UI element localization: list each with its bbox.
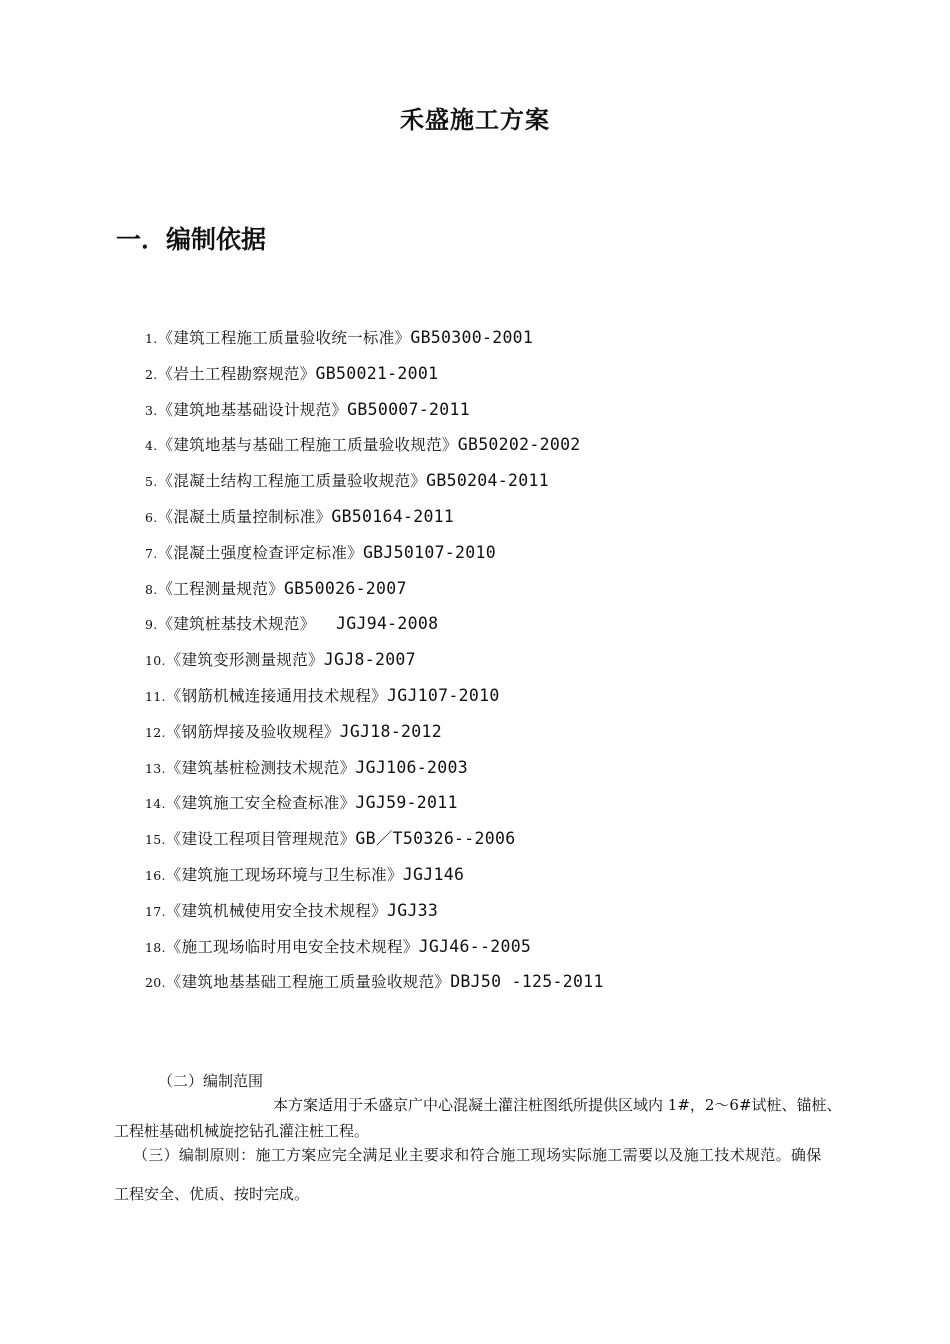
reference-item <box>145 648 604 684</box>
scope-text-line-2: 工程桩基础机械旋挖钻孔灌注桩工程。 <box>114 1122 370 1140</box>
reference-code: JGJ107-2010 <box>386 685 500 705</box>
reference-title: 《建筑机械使用安全技术规程》 <box>165 901 387 920</box>
reference-code: GBJ50107-2010 <box>362 542 496 562</box>
reference-code: JGJ94-2008 <box>315 614 439 634</box>
reference-number: 7. <box>145 545 158 561</box>
reference-number: 20. <box>145 975 166 991</box>
reference-title: 《工程测量规范》 <box>157 579 284 598</box>
reference-number: 14. <box>145 796 166 812</box>
reference-item <box>145 791 604 827</box>
reference-title: 《建筑工程施工质量验收统一标准》 <box>157 329 411 347</box>
reference-number: 8. <box>145 581 158 597</box>
reference-title: 《混凝土结构工程施工质量验收规范》 <box>157 472 427 491</box>
reference-title: 《钢筋焊接及验收规程》 <box>165 722 340 741</box>
reference-code: GB50007-2011 <box>347 399 470 419</box>
reference-number: 17. <box>145 903 166 919</box>
reference-code: JGJ146 <box>402 864 465 884</box>
reference-title: 《施工现场临时用电安全技术规程》 <box>165 937 419 956</box>
reference-number: 12. <box>145 724 166 740</box>
reference-title: 《建筑施工现场环境与卫生标准》 <box>165 865 403 884</box>
reference-number: 5. <box>145 474 158 490</box>
reference-item <box>145 935 604 971</box>
reference-code: GB50021-2001 <box>315 363 439 383</box>
reference-number: 6. <box>145 509 158 525</box>
document-title: 禾盛施工方案 <box>400 106 550 134</box>
reference-list <box>145 326 604 1006</box>
reference-title: 《建筑基桩检测技术规范》 <box>165 758 356 777</box>
reference-number: 2. <box>145 366 158 382</box>
reference-item <box>145 541 604 577</box>
reference-title: 《建筑地基与基础工程施工质量验收规范》 <box>157 436 458 455</box>
reference-title: 《建设工程项目管理规范》 <box>165 830 356 849</box>
reference-item <box>145 505 604 541</box>
reference-title: 《建筑施工安全检查标准》 <box>165 794 356 813</box>
reference-number: 18. <box>145 939 166 955</box>
reference-number: 15. <box>145 832 166 848</box>
scope-heading: （二）编制范围 <box>158 1072 264 1090</box>
reference-code: JGJ46--2005 <box>418 936 532 956</box>
reference-code: JGJ59-2011 <box>355 793 458 813</box>
reference-item <box>145 362 604 398</box>
reference-code: JGJ33 <box>386 900 439 920</box>
reference-title: 《建筑地基基础工程施工质量验收规范》 <box>165 973 451 992</box>
reference-code: JGJ8-2007 <box>323 650 416 670</box>
reference-code: GB50300-2001 <box>410 328 534 347</box>
reference-item <box>145 433 604 469</box>
reference-number: 11. <box>145 688 166 704</box>
reference-code: GB50164-2011 <box>331 506 455 526</box>
reference-number: 1. <box>145 331 158 346</box>
reference-code: GB50204-2011 <box>426 471 549 491</box>
reference-title: 《混凝土强度检查评定标准》 <box>157 543 363 562</box>
scope-text-line-1: 本方案适用于禾盛京广中心混凝土灌注桩图纸所提供区域内 1#，2～6#试桩、锚桩、 <box>273 1096 842 1114</box>
reference-number: 13. <box>145 760 166 776</box>
reference-title: 《岩土工程勘察规范》 <box>157 364 316 383</box>
reference-item <box>145 827 604 863</box>
reference-item <box>145 326 604 362</box>
principle-text-line-2: 工程安全、优质、按时完成。 <box>114 1185 310 1203</box>
reference-item <box>145 756 604 792</box>
reference-item <box>145 469 604 505</box>
reference-number: 4. <box>145 438 158 454</box>
reference-item <box>145 720 604 756</box>
reference-item <box>145 970 604 1006</box>
reference-item <box>145 899 604 935</box>
reference-item <box>145 577 604 613</box>
reference-number: 3. <box>145 402 158 418</box>
reference-code: GB／T50326--2006 <box>355 829 516 849</box>
reference-title: 《混凝土质量控制标准》 <box>157 507 332 526</box>
reference-item <box>145 398 604 434</box>
section-heading: 一．编制依据 <box>116 225 267 254</box>
reference-item <box>145 684 604 720</box>
reference-title: 《建筑桩基技术规范》 <box>157 615 316 634</box>
reference-code: GB50026-2007 <box>283 578 407 598</box>
reference-code: JGJ18-2012 <box>339 721 442 741</box>
principle-text-line-1: （三）编制原则：施工方案应完全满足业主要求和符合施工现场实际施工需要以及施工技术规范。确保 <box>133 1146 822 1164</box>
reference-item <box>145 612 604 648</box>
reference-number: 16. <box>145 867 166 883</box>
reference-number: 9. <box>145 617 158 633</box>
reference-title: 《钢筋机械连接通用技术规程》 <box>165 686 387 705</box>
reference-code: DBJ50 -125-2011 <box>450 972 604 992</box>
reference-code: JGJ106-2003 <box>355 757 468 777</box>
reference-title: 《建筑变形测量规范》 <box>165 651 324 670</box>
reference-code: GB50202-2002 <box>457 435 581 455</box>
reference-title: 《建筑地基基础设计规范》 <box>157 400 348 419</box>
reference-item <box>145 863 604 899</box>
reference-number: 10. <box>145 653 166 669</box>
